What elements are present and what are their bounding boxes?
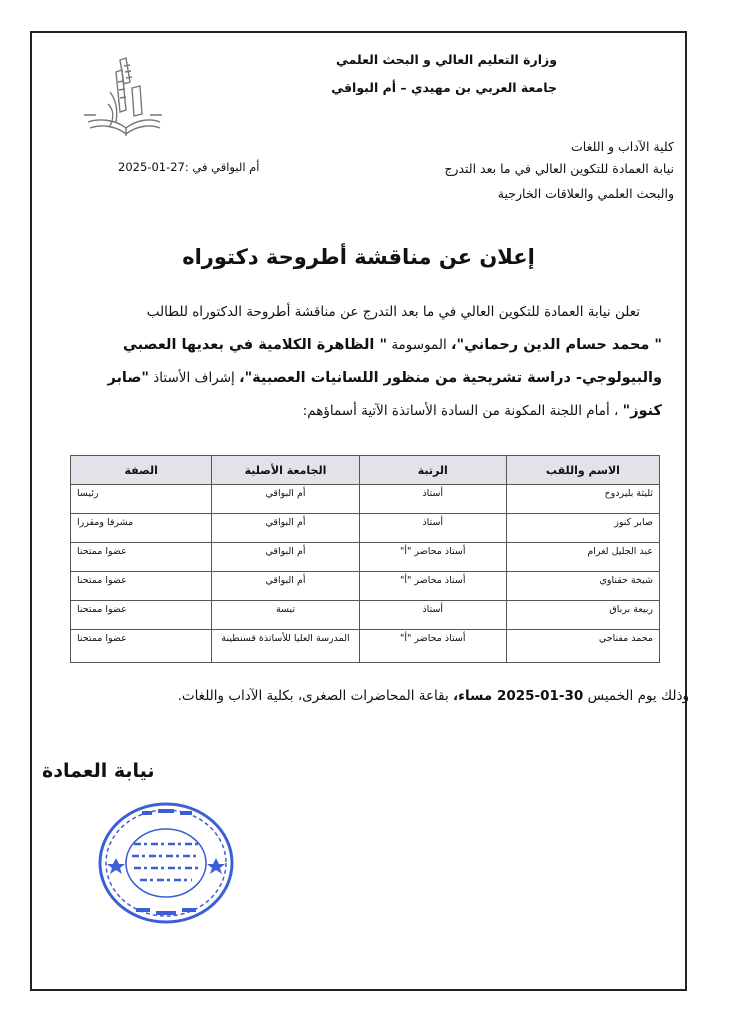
- supervisor-name-a: "صابر: [107, 370, 149, 386]
- member-name: محمد مفناجي: [506, 630, 659, 663]
- supervision-label: إشراف الأستاذ: [153, 370, 235, 386]
- member-rank: أستاذ: [359, 485, 506, 514]
- body-line-4: [70, 395, 662, 428]
- table-row: [71, 601, 660, 630]
- member-role: عضوا ممتحنا: [71, 601, 212, 630]
- member-role: عضوا ممتحنا: [71, 572, 212, 601]
- deanery-line-2: والبحث العلمي والعلاقات الخارجية: [497, 186, 674, 201]
- table-row: [71, 630, 660, 663]
- signature-label: نيابة العمادة: [42, 760, 155, 782]
- member-university: المدرسة العليا للأساتذة قسنطينة: [212, 630, 359, 663]
- member-role: رئيسا: [71, 485, 212, 514]
- closing-suffix: بقاعة المحاضرات الصغرى، بكلية الآداب واللغات.: [177, 688, 449, 704]
- university-name: جامعة العربي بن مهيدي – أم البواقي: [331, 80, 557, 95]
- closing-prefix: وذلك يوم الخميس: [587, 688, 689, 704]
- column-header-name: الاسم واللقب: [506, 456, 659, 485]
- member-university: أم البواقي: [212, 572, 359, 601]
- announcement-body: [70, 296, 662, 428]
- committee-intro: ، أمام اللجنة المكونة من السادة الأساتذة الآتية أسماؤهم:: [302, 403, 619, 419]
- member-university: أم البواقي: [212, 514, 359, 543]
- ministry-name: وزارة التعليم العالي و البحث العلمي: [335, 52, 557, 67]
- defense-datetime: 30-01-2025 مساء،: [453, 688, 584, 704]
- official-stamp-icon: [96, 800, 236, 926]
- member-name: صابر كنوز: [506, 514, 659, 543]
- member-rank: أستاذ محاضر "أ": [359, 572, 506, 601]
- column-header-rank: الرتبة: [359, 456, 506, 485]
- table-row: [71, 543, 660, 572]
- member-role: مشرفا ومقررا: [71, 514, 212, 543]
- member-role: عضوا ممتحنا: [71, 543, 212, 572]
- member-role: عضوا ممتحنا: [71, 630, 212, 663]
- member-name: ربيعة برباق: [506, 601, 659, 630]
- closing-line: [49, 688, 689, 704]
- member-university: أم البواقي: [212, 485, 359, 514]
- member-name: شيخة حقناوي: [506, 572, 659, 601]
- member-rank: أستاذ محاضر "أ": [359, 543, 506, 572]
- member-rank: أستاذ: [359, 601, 506, 630]
- body-line-3: [70, 362, 662, 395]
- thesis-title-part-2: والبيولوجي- دراسة تشريحية من منظور اللسانيات العصبية"،: [239, 370, 662, 386]
- member-name: ثليثة بليردوح: [506, 485, 659, 514]
- member-rank: أستاذ: [359, 514, 506, 543]
- body-line-1: تعلن نيابة العمادة للتكوين العالي في ما بعد التدرج عن مناقشة أطروحة الدكتوراه للطالب: [146, 304, 640, 320]
- faculty-name: كلية الآداب و اللغات: [571, 139, 674, 154]
- titled-label: الموسومة: [391, 337, 447, 353]
- supervisor-name-b: كنوز": [622, 403, 662, 419]
- member-university: تبسة: [212, 601, 359, 630]
- table-row: [71, 572, 660, 601]
- university-logo-icon: [80, 52, 166, 142]
- page-title: إعلان عن مناقشة أطروحة دكتوراه: [182, 245, 535, 269]
- table-row: [71, 485, 660, 514]
- student-name: " محمد حسام الدين رحماني"،: [451, 337, 662, 353]
- column-header-university: الجامعة الأصلية: [212, 456, 359, 485]
- deanery-line-1: نيابة العمادة للتكوين العالي في ما بعد التدرج: [444, 161, 674, 176]
- document-date: أم البواقي في :27-01-2025: [118, 160, 260, 174]
- thesis-title-part-1: " الظاهرة الكلامية في بعديها العصبي: [122, 337, 388, 353]
- committee-table: [70, 455, 660, 663]
- table-header-row: [71, 456, 660, 485]
- body-line-2: [70, 329, 662, 362]
- member-rank: أستاذ محاضر "أ": [359, 630, 506, 663]
- table-row: [71, 514, 660, 543]
- member-name: عبد الجليل لغرام: [506, 543, 659, 572]
- column-header-role: الصفة: [71, 456, 212, 485]
- member-university: أم البواقي: [212, 543, 359, 572]
